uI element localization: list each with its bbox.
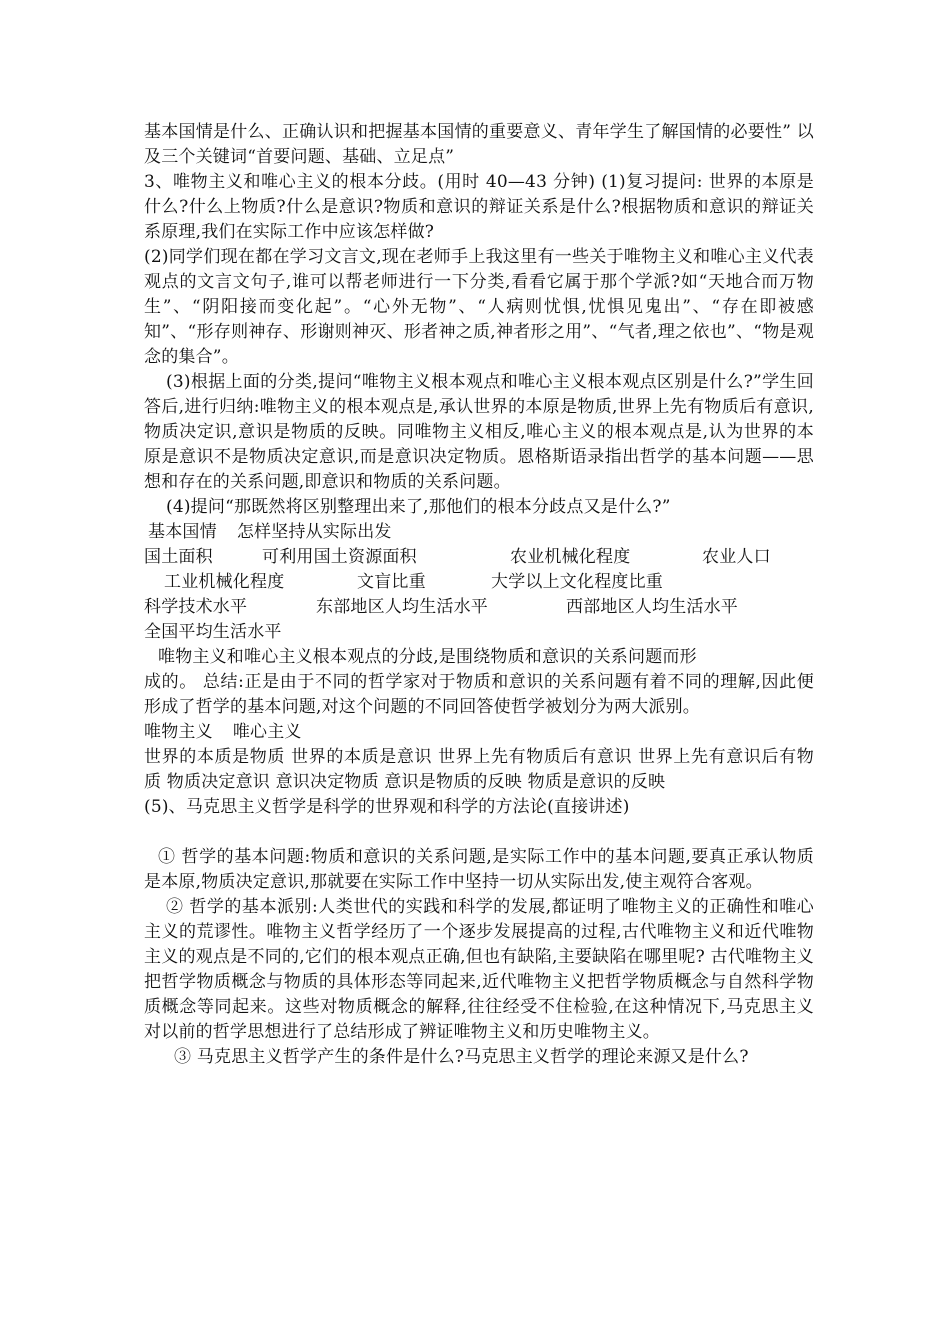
paragraph-step-4-question: (4)提问“那既然将区别整理出来了,那他们的根本分歧点又是什么?” [166, 497, 671, 517]
table-cell: 科学技术水平 [144, 597, 248, 617]
table-cell: 农业机械化程度 [510, 547, 631, 567]
table-body-text: 世界的本质是物质 世界的本质是意识 世界上先有物质后有意识 世界上先有意识后有物质 物质决定意识 意识决定物质 意识是物质的反映 物质是意识的反映 [144, 747, 814, 792]
table-cell: 农业人口 [702, 547, 771, 567]
paragraph-point-1: ① 哲学的基本问题:物质和意识的关系问题,是实际工作中的基本问题,要真正承认物质是本原,物质决定意识,那就要在实际工作中坚持一切从实际出发,使主观符合客观。 [144, 847, 814, 892]
paragraph-step-5-heading: (5)、马克思主义哲学是科学的世界观和科学的方法论(直接讲述) [144, 797, 630, 817]
blank-line [144, 820, 814, 845]
table-national-conditions [144, 520, 814, 645]
table-header-basic-conditions: 基本国情 [148, 522, 217, 542]
table-cell: 工业机械化程度 [164, 572, 285, 592]
paragraph-point-2: ② 哲学的基本派别:人类世代的实践和科学的发展,都证明了唯物主义的正确性和唯心主义的荒谬性。唯物主义哲学经历了一个逐步发展提高的过程,古代唯物主义和近代唯物主义的观点是不同的,它们的根本观点正确,但也有缺陷,主要缺陷在哪里呢? 古代唯物主义把哲学物质概念与物质的具体形态等同起来,近代唯物主义把哲学物质概念与自然科学物质概念等同起来。这些对物质概念的解释,往往经受不住检验,在这种情况下,马克思主义对以前的哲学思想进行了总结形成了辨证唯物主义和历史唯物主义。 [144, 897, 814, 1042]
paragraph-intro-basic-national-conditions: 基本国情是什么、正确认识和把握基本国情的重要意义、青年学生了解国情的必要性” 以及三个关键词“首要问题、基础、立足点” [144, 122, 814, 167]
table-header-from-reality: 怎样坚持从实际出发 [236, 522, 392, 542]
table-header-idealism: 唯心主义 [232, 722, 302, 742]
table-header-materialism: 唯物主义 [144, 722, 213, 742]
paragraph-point-3: ③ 马克思主义哲学产生的条件是什么?马克思主义哲学的理论来源又是什么? [174, 1047, 749, 1067]
paragraph-divergence-summary: 成的。 总结:正是由于不同的哲学家对于物质和意识的关系问题有着不同的理解,因此便形成了哲学的基本问题,对这个问题的不同回答使哲学被划分为两大派别。 [144, 672, 814, 717]
table-cell: 文盲比重 [357, 572, 426, 592]
table-materialism-idealism [144, 720, 814, 795]
table-cell: 大学以上文化程度比重 [491, 572, 663, 592]
paragraph-divergence-line: 唯物主义和唯心主义根本观点的分歧,是围绕物质和意识的关系问题而形 [158, 647, 697, 667]
paragraph-classical-chinese-examples: (2)同学们现在都在学习文言文,现在老师手上我这里有一些关于唯物主义和唯心主义代表观点的文言文句子,谁可以帮老师进行一下分类,看看它属于那个学派?如“天地合而万物生”、“阴阳接而变化起”。“心外无物”、“人病则忧惧,忧惧见鬼出”、“存在即被感知”、“形存则神存、形谢则神灭、形者神之质,神者形之用”、“气者,理之依也”、“物是观念的集合”。 [144, 247, 814, 367]
table-cell: 全国平均生活水平 [144, 622, 282, 642]
paragraph-step-3-summary: (3)根据上面的分类,提问“唯物主义根本观点和唯心主义根本观点区别是什么?”学生回答后,进行归纳:唯物主义的根本观点是,承认世界的本原是物质,世界上先有物质后有意识,物质决定识,意识是物质的反映。同唯物主义相反,唯心主义的根本观点是,认为世界的本原是意识不是物质决定意识,而是意识决定物质。恩格斯语录指出哲学的基本问题——思想和存在的关系问题,即意识和物质的关系问题。 [144, 372, 814, 492]
document-body [144, 120, 814, 1070]
table-cell: 可利用国土资源面积 [262, 547, 417, 567]
table-cell: 东部地区人均生活水平 [316, 597, 488, 617]
paragraph-section-3-heading: 3、唯物主义和唯心主义的根本分歧。(用时 40—43 分钟) (1)复习提问: 世界的本原是什么?什么上物质?什么是意识?物质和意识的辩证关系是什么?根据物质和意识的辩证关系原理,我们在实际工作中应该怎样做? [144, 172, 814, 242]
table-cell: 西部地区人均生活水平 [566, 597, 738, 617]
table-cell: 国土面积 [144, 547, 213, 567]
